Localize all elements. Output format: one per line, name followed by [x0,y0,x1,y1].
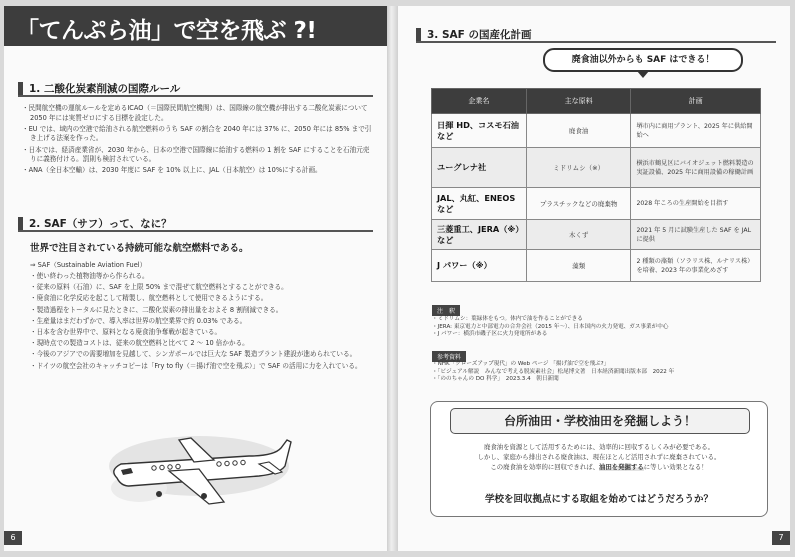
reference-item: ・「ビジュアル解説 みんなで考える脱炭素社会」松尾博文著 日本経済新聞出版本部 2022 年 [432,368,675,375]
proposal-heading: 台所油田・学校油田を発掘しよう！ [450,408,750,434]
table-row [432,250,761,282]
callout-bubble: 廃食油以外からも SAF はできる！ [543,48,743,72]
page-number: 7 [772,531,790,545]
list-item: ・ 使い終わった植物油等から作られる。 [30,272,375,282]
company-cell: 三菱重工、JERA（※）など [432,220,527,250]
right-page [398,6,790,551]
table-header-row [432,89,761,114]
list-item: ・ EU では、域内の空港で給油される航空燃料のうち SAF の割合を 2040 年には 37% に、2050 年には 85% まで引き上げる法案を作った。 [22,125,372,144]
references-list [432,361,762,384]
notes-label: 注 釈 [432,305,460,316]
proposal-text: この廃食油を効率的に回収できれば、 [490,463,599,471]
material-cell: 廃食油 [526,114,631,148]
section-2-list [30,272,375,373]
proposal-line: 廃食油を資源として活用するためには、効率的に回収するしくみが必要である。 [483,443,715,451]
page-title: 「てんぷら油」で空を飛ぶ ?! [16,18,317,44]
page-number: 6 [4,531,22,545]
section-2-heading [18,213,373,232]
section-marker-icon [416,28,421,41]
list-item: ・ 日本を含む世界中で、原料となる廃食油争奪戦が起きている。 [30,328,375,338]
section-1-title: 1. 二酸化炭素削減の国際ルール [29,83,181,95]
note-item: ・J パワー：横浜市磯子区に火力発電所がある [432,331,548,338]
list-item: ・ 日本では、経済産業省が、2030 年から、日本の空港で国際線に給油する燃料の 1 割を SAF にすることを石油元売りに義務付ける。罰則も検討されている。 [22,146,372,165]
note-item: ・ミドリムシ：葉緑体をもつ。体内で油を作ることができる [432,316,583,322]
list-item: ・ ANA（全日本空輸）は、2030 年度に SAF を 10% 以上に、JAL（日本航空）は 10%にする計画。 [22,166,372,176]
list-item: ・ 製造過程をトータルに見たときに、二酸化炭素の排出量をおよそ 8 割削減できる。 [30,306,375,316]
list-item: ・ 生産量はまだわずかで、導入率は世界の航空業界で約 0.03% である。 [30,317,375,327]
plan-cell: 横浜市鶴見区にバイオジェット燃料製造の実証設備、2025 年に商用設備の稼働計画 [631,148,761,188]
section-1-list [22,104,372,178]
plan-cell: 堺市内に商用プラント、2025 年に供給開始へ [631,114,761,148]
plan-cell: 2021 年 5 月に試験生産した SAF を JAL に提供 [631,220,761,250]
reference-item: ・NHK「クローズアップ現代」の Web ページ 「揚げ油で空を飛ぶ?」 [432,361,610,367]
title-banner [4,6,387,46]
airplane-illustration [99,426,299,521]
left-page [4,6,387,551]
company-cell: ユーグレナ社 [432,148,527,188]
column-header: 計画 [631,89,761,114]
note-item: ・JERA: 東京電力と中部電力の合弁会社（2015 年～）、日本国内の火力発電、ガス事業が中心 [432,323,669,330]
plan-cell: 2 種類の藻類（ソラリス株、ルナリス株）を培養、2023 年の事業化めざす [631,250,761,282]
proposal-text: に等しい効果となる！ [643,463,708,471]
list-item: ・ 従来の原料（石油）に、SAF を上限 50% まで混ぜて航空燃料とすることができる。 [30,283,375,293]
section-3-title: 3. SAF の国産化計画 [427,29,532,41]
company-cell: J パワー（※） [432,250,527,282]
proposal-emphasis: 油田を発掘する [599,463,644,471]
section-1-heading [18,78,373,97]
list-item: ・ 現時点での製造コストは、従来の航空燃料と比べて 2 ～ 10 倍かかる。 [30,339,375,349]
material-cell: 藻類 [526,250,631,282]
proposal-line: しかし、家庭から排出される廃食油は、現在ほとんど活用されずに廃棄されている。 [477,453,721,461]
section-3-heading [416,24,776,43]
reference-item: ・「ののちゃんの DO 科学」 2023.3.4 朝日新聞 [432,376,559,383]
material-cell: 木くず [526,220,631,250]
saf-definition: ⇒ SAF（Sustainable Aviation Fuel） [30,261,147,269]
company-cell: JAL、丸紅、ENEOS など [432,188,527,220]
section-2-title: 2. SAF（サフ）って、なに？ [29,218,172,230]
material-cell: プラスチックなどの廃棄物 [526,188,631,220]
references-label: 参考資料 [432,351,466,362]
list-item: ・ 廃食油に化学反応を起こして精製し、航空燃料として使用できるようにする。 [30,294,375,304]
table-row [432,148,761,188]
company-cell: 日揮 HD、コスモ石油 など [432,114,527,148]
proposal-body [443,442,755,472]
table-row [432,188,761,220]
proposal-line [443,462,755,472]
section-2-lead: 世界で注目されている持続可能な航空燃料である。 [30,243,249,254]
proposal-box [430,401,768,517]
list-item: ・ 今後のアジアでの需要増加を見越して、シンガポールでは巨大な SAF 製造プラント建設が進められている。 [30,350,375,360]
table-row [432,114,761,148]
plan-cell: 2028 年ころの生産開始を目指す [631,188,761,220]
table-row [432,220,761,250]
saf-plan-table [431,88,761,282]
proposal-question: 学校を回収拠点にする取組を始めてはどうだろうか？ [484,494,713,505]
book-gutter [387,6,398,551]
list-item: ・ 民間航空機の運航ルールを定めるICAO（＝国際民間航空機関）は、国際線の航空機が排出する二酸化炭素について 2050 年には実質ゼロにする目標を設定した。 [22,104,372,123]
section-marker-icon [18,217,23,230]
material-cell: ミドリムシ（※） [526,148,631,188]
section-marker-icon [18,82,23,95]
list-item: ・ ドイツの航空会社のキャッチコピーは「Fry to fly（＝揚げ油で空を飛ぶ）」で SAF の活用に力を入れている。 [30,362,375,372]
notes-list [432,316,762,339]
column-header: 企業名 [432,89,527,114]
column-header: 主な原料 [526,89,631,114]
